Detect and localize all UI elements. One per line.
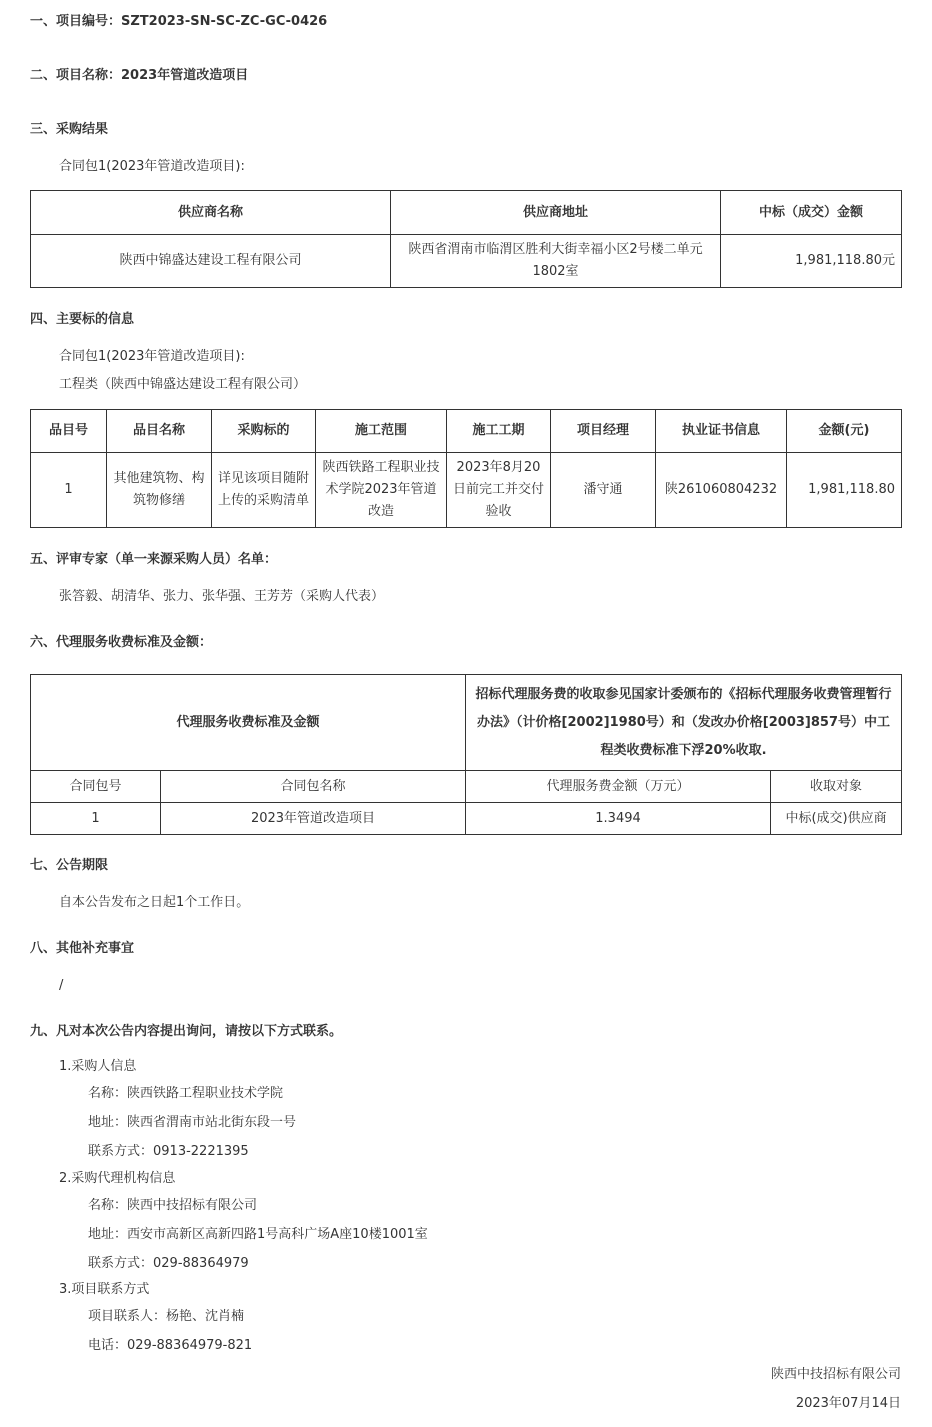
agency-fee-standard-label: 代理服务收费标准及金额: [31, 675, 466, 771]
subject-header-amount: 金额(元): [787, 410, 902, 453]
other-matters-heading: 八、其他补充事宜: [30, 941, 135, 956]
project-contact-title: 3.项目联系方式: [59, 1282, 150, 1297]
project-contact-phone: 电话：029-88364979-821: [88, 1338, 253, 1353]
agency-name: 名称：陕西中技招标有限公司: [88, 1198, 258, 1213]
agency-contact: 联系方式：029-88364979: [88, 1256, 249, 1271]
notice-period-text: 自本公告发布之日起1个工作日。: [59, 895, 250, 910]
experts-list: 张答毅、胡清华、张力、张华强、王芳芳（采购人代表）: [59, 589, 385, 604]
other-matters-text: /: [59, 978, 64, 993]
subject-header-procurement-target: 采购标的: [212, 410, 316, 453]
project-number-label: 一、项目编号：: [30, 14, 122, 29]
signature-date: 2023年07月14日: [795, 1396, 901, 1411]
main-subject-heading: 四、主要标的信息: [30, 312, 135, 327]
agency-fee-payer: 中标(成交)供应商: [771, 803, 902, 835]
subject-procurement-target: 详见该项目随附上传的采购清单: [212, 453, 316, 528]
agency-fee-package-no: 1: [31, 803, 161, 835]
subject-category-label: 工程类（陕西中锦盛达建设工程有限公司）: [59, 377, 307, 392]
table-row: [31, 453, 902, 528]
subject-item-name: 其他建筑物、构筑物修缮: [107, 453, 212, 528]
agency-fee-standard-row: [31, 675, 902, 771]
subject-item-no: 1: [31, 453, 107, 528]
experts-heading: 五、评审专家（单一来源采购人员）名单：: [30, 552, 278, 567]
result-header-supplier-name: 供应商名称: [31, 191, 391, 235]
project-number-value: SZT2023-SN-SC-ZC-GC-0426: [121, 14, 328, 29]
signature-company: 陕西中技招标有限公司: [770, 1367, 901, 1382]
purchaser-name: 名称：陕西铁路工程职业技术学院: [88, 1086, 284, 1101]
project-name-value: 2023年管道改造项目: [121, 68, 249, 83]
table-row: [31, 235, 902, 288]
subject-scope: 陕西铁路工程职业技术学院2023年管道改造: [316, 453, 447, 528]
purchaser-contact: 联系方式：0913-2221395: [88, 1144, 249, 1159]
agency-fee-header-package-no: 合同包号: [31, 771, 161, 803]
project-name-heading: [30, 67, 248, 85]
agency-fee-header-payer: 收取对象: [771, 771, 902, 803]
result-amount: 1,981,118.80元: [721, 235, 902, 288]
subject-table: [30, 409, 902, 528]
agency-fee-standard-text: 招标代理服务费的收取参见国家计委颁布的《招标代理服务收费管理暂行办法》（计价格[2002]1980号）和（发改办价格[2003]857号）中工程类收费标准下浮20%收取.: [466, 675, 902, 771]
subject-package-label: 合同包1(2023年管道改造项目):: [59, 349, 245, 364]
subject-header-scope: 施工范围: [316, 410, 447, 453]
result-supplier-address: 陕西省渭南市临渭区胜利大街幸福小区2号楼二单元1802室: [391, 235, 721, 288]
agency-fee-package-name: 2023年管道改造项目: [161, 803, 466, 835]
procurement-result-heading: 三、采购结果: [30, 122, 109, 137]
project-number-heading: [30, 13, 327, 31]
agency-fee-header-row: [31, 771, 902, 803]
subject-amount: 1,981,118.80: [787, 453, 902, 528]
agency-info-title: 2.采购代理机构信息: [59, 1171, 176, 1186]
agency-address: 地址：西安市高新区高新四路1号高科广场A座10楼1001室: [88, 1227, 428, 1242]
agency-fee-header-package-name: 合同包名称: [161, 771, 466, 803]
subject-header-item-no: 品目号: [31, 410, 107, 453]
project-name-label: 二、项目名称：: [30, 68, 122, 83]
purchaser-info-title: 1.采购人信息: [59, 1059, 137, 1074]
result-table-header: [31, 191, 902, 235]
agency-fee-heading: 六、代理服务收费标准及金额：: [30, 635, 213, 650]
subject-header-item-name: 品目名称: [107, 410, 212, 453]
result-header-amount: 中标（成交）金额: [721, 191, 902, 235]
project-contact-person: 项目联系人：杨艳、沈肖楠: [88, 1309, 245, 1324]
result-package-label: 合同包1(2023年管道改造项目):: [59, 159, 245, 174]
result-supplier-name: 陕西中锦盛达建设工程有限公司: [31, 235, 391, 288]
subject-table-header: [31, 410, 902, 453]
subject-certificate: 陕261060804232: [656, 453, 787, 528]
contact-heading: 九、凡对本次公告内容提出询问，请按以下方式联系。: [30, 1024, 343, 1039]
subject-header-certificate: 执业证书信息: [656, 410, 787, 453]
purchaser-address: 地址：陕西省渭南市站北街东段一号: [88, 1115, 297, 1130]
notice-period-heading: 七、公告期限: [30, 858, 109, 873]
subject-manager: 潘守通: [551, 453, 656, 528]
table-row: [31, 803, 902, 835]
agency-fee-table: [30, 674, 902, 835]
result-table: [30, 190, 902, 288]
agency-fee-header-amount: 代理服务费金额（万元）: [466, 771, 771, 803]
subject-header-manager: 项目经理: [551, 410, 656, 453]
subject-period: 2023年8月20日前完工并交付验收: [447, 453, 551, 528]
result-header-supplier-address: 供应商地址: [391, 191, 721, 235]
agency-fee-amount: 1.3494: [466, 803, 771, 835]
subject-header-period: 施工工期: [447, 410, 551, 453]
